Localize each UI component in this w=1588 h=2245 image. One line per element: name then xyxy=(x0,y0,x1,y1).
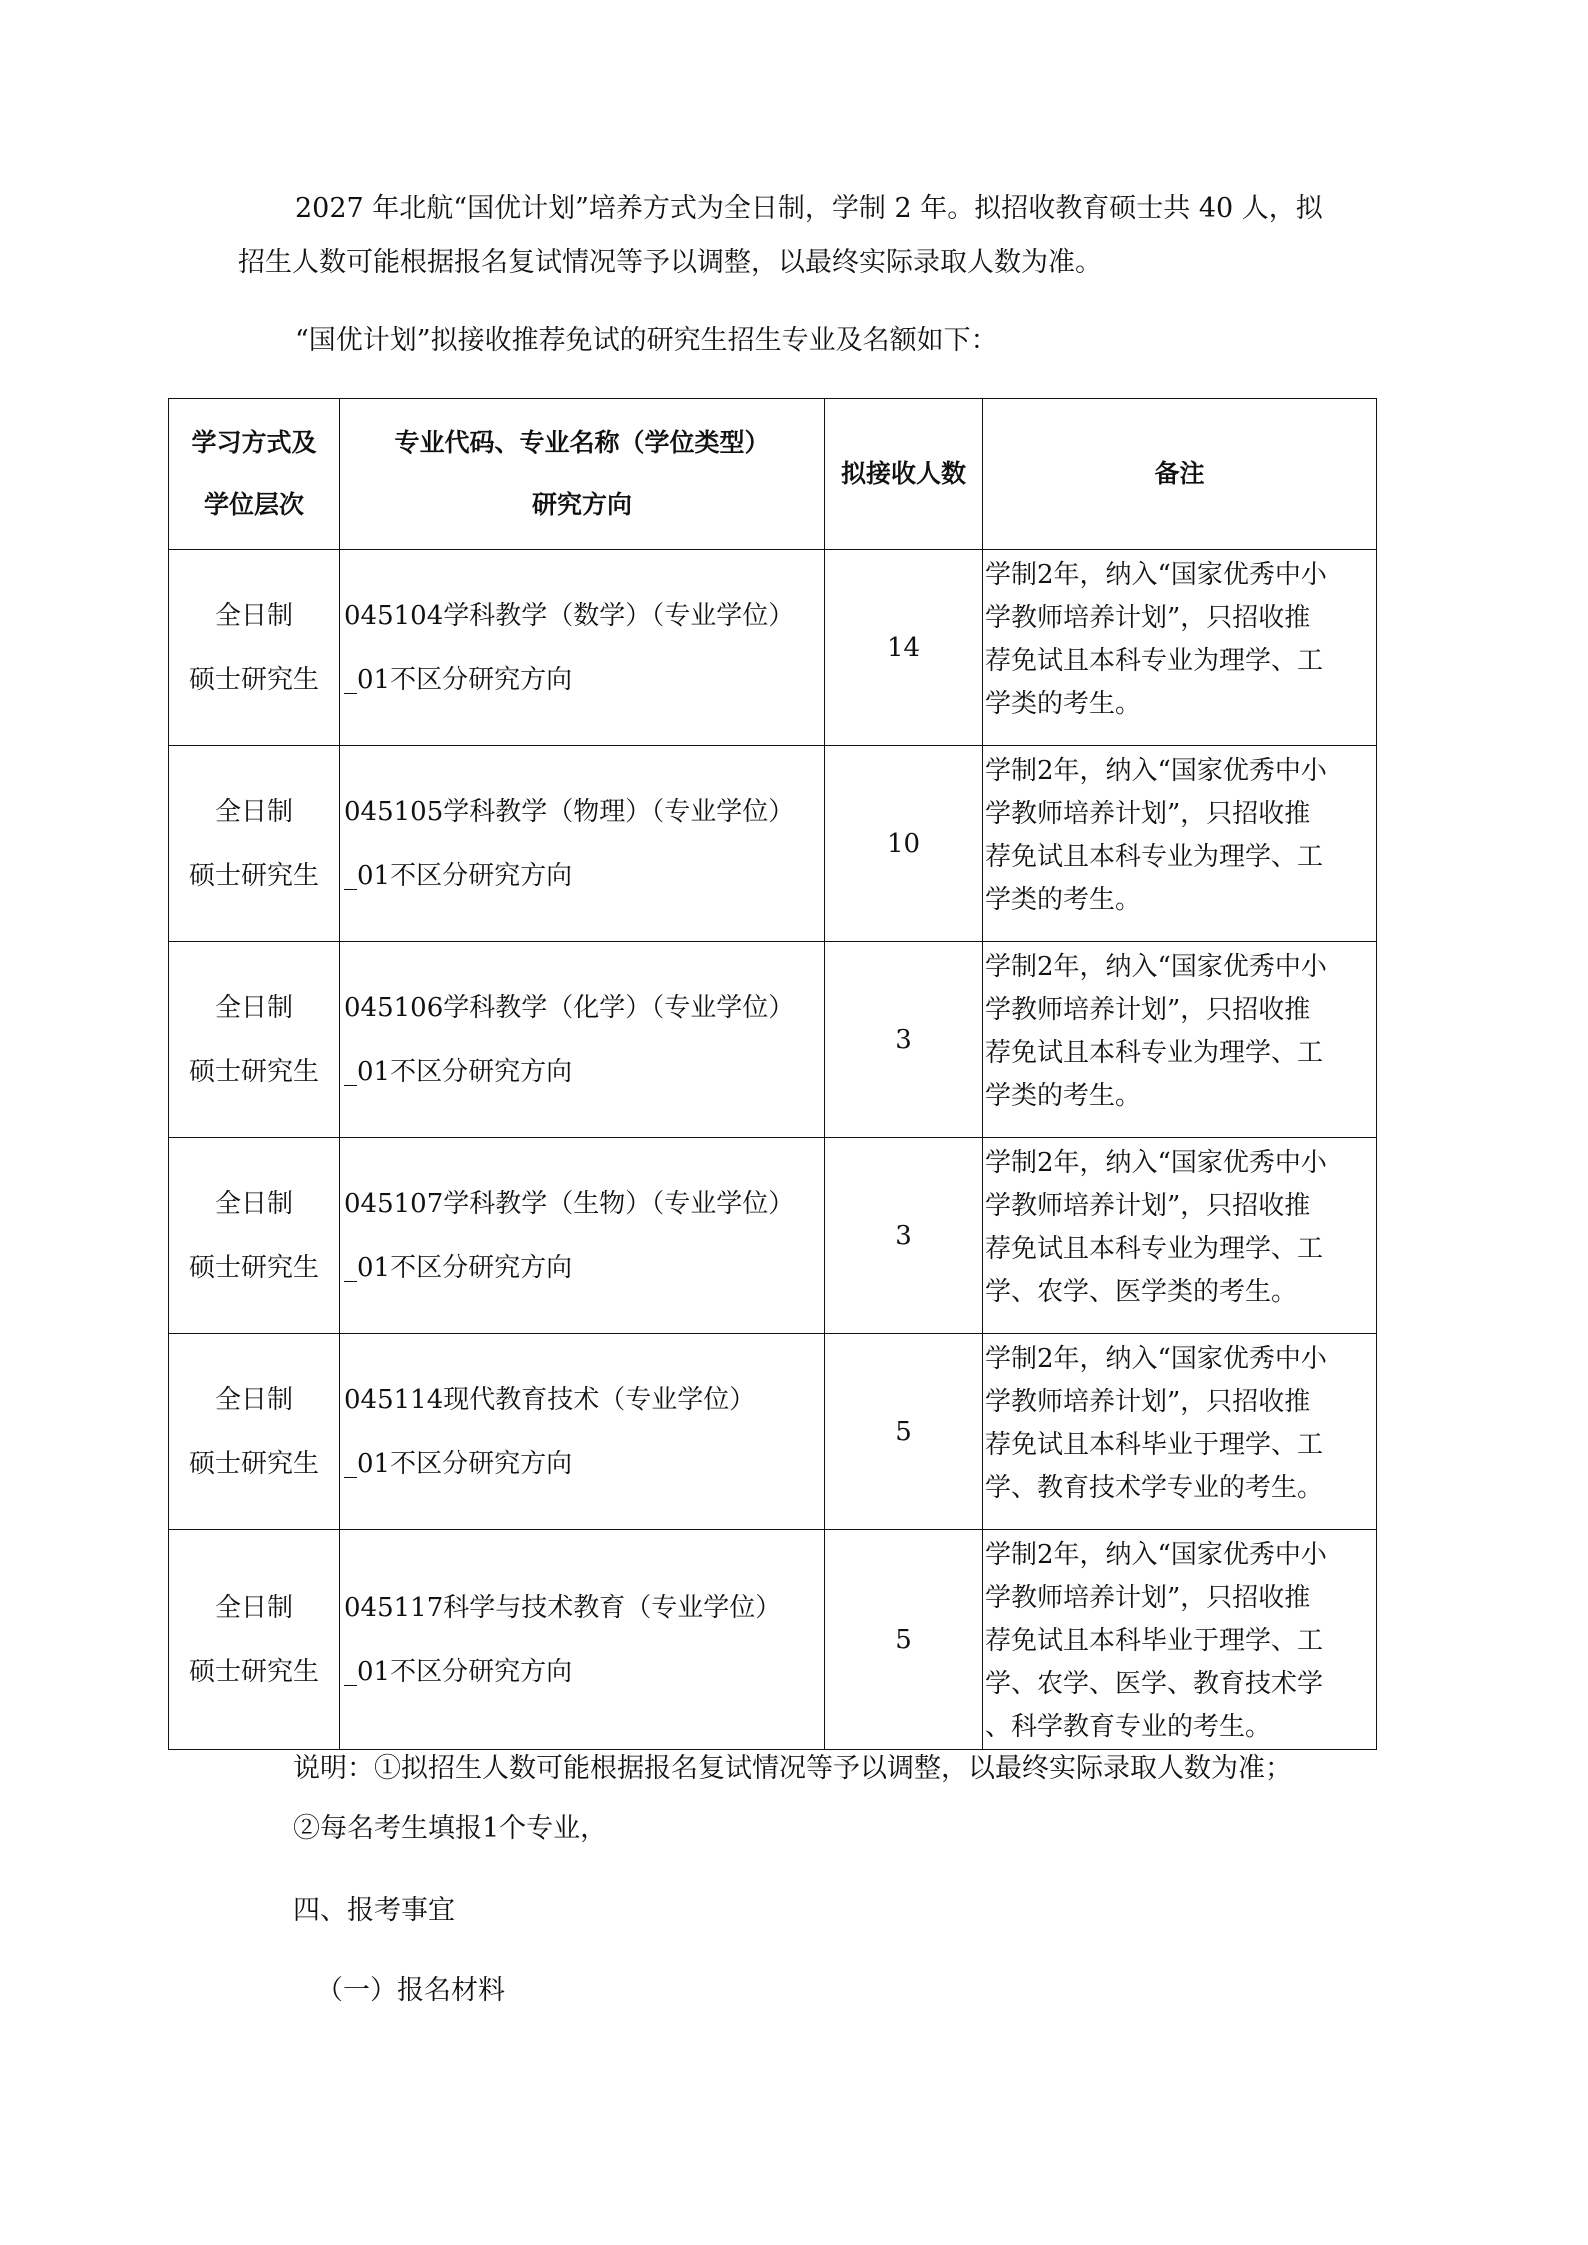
note-line-2: ②每名考生填报1个专业， xyxy=(293,1813,608,1844)
remark-line: 荐免试且本科专业为理学、工 xyxy=(985,842,1324,872)
remark-line: 学、农学、医学、教育技术学 xyxy=(985,1669,1324,1699)
remark-line: 学教师培养计划”，只招收推 xyxy=(985,603,1311,633)
major-code-name: 045117科学与技术教育（专业学位） xyxy=(344,1592,782,1623)
degree-level: 硕士研究生 xyxy=(188,1252,319,1283)
remark-line: 学教师培养计划”，只招收推 xyxy=(985,1583,1311,1613)
cell-quota: 3 xyxy=(825,1138,983,1334)
note-line-1: 说明：①拟招生人数可能根据报名复试情况等予以调整，以最终实际录取人数为准； xyxy=(293,1753,1292,1784)
header-study-mode-line1: 学习方式及 xyxy=(191,428,317,457)
major-code-name: 045104学科教学（数学）（专业学位） xyxy=(344,600,795,631)
research-direction: _01不区分研究方向 xyxy=(344,1252,573,1283)
cell-remarks xyxy=(983,1530,1377,1750)
cell-study-mode xyxy=(169,746,340,942)
table-header-row xyxy=(169,399,1377,550)
remark-line: 荐免试且本科专业为理学、工 xyxy=(985,646,1324,676)
degree-level: 硕士研究生 xyxy=(188,1448,319,1479)
cell-study-mode xyxy=(169,550,340,746)
cell-quota: 5 xyxy=(825,1530,983,1750)
cell-remarks xyxy=(983,550,1377,746)
degree-level: 硕士研究生 xyxy=(188,1656,319,1687)
cell-quota: 5 xyxy=(825,1334,983,1530)
cell-major xyxy=(340,1530,825,1750)
cell-study-mode xyxy=(169,1334,340,1530)
remark-line: 学制2年，纳入“国家优秀中小 xyxy=(985,952,1327,982)
remark-line: 学制2年，纳入“国家优秀中小 xyxy=(985,1344,1327,1374)
remark-line: 荐免试且本科专业为理学、工 xyxy=(985,1038,1324,1068)
intro-paragraph-line-2: 招生人数可能根据报名复试情况等予以调整，以最终实际录取人数为准。 xyxy=(238,247,1102,278)
remark-line: 学教师培养计划”，只招收推 xyxy=(985,799,1311,829)
research-direction: _01不区分研究方向 xyxy=(344,1448,573,1479)
cell-study-mode xyxy=(169,1530,340,1750)
cell-quota: 3 xyxy=(825,942,983,1138)
degree-level: 硕士研究生 xyxy=(188,664,319,695)
section-heading: 四、报考事宜 xyxy=(293,1895,455,1926)
table-row xyxy=(169,746,1377,942)
enrollment-table xyxy=(168,398,1377,1750)
remark-line: 荐免试且本科专业为理学、工 xyxy=(985,1234,1324,1264)
cell-quota: 14 xyxy=(825,550,983,746)
remark-line: 学制2年，纳入“国家优秀中小 xyxy=(985,1540,1327,1570)
table-row xyxy=(169,942,1377,1138)
remark-line: 学制2年，纳入“国家优秀中小 xyxy=(985,756,1327,786)
study-mode-type: 全日制 xyxy=(214,1384,293,1415)
table-intro-text: “国优计划”拟接收推荐免试的研究生招生专业及名额如下： xyxy=(295,325,998,356)
study-mode-type: 全日制 xyxy=(214,796,293,827)
header-major xyxy=(340,399,825,550)
remark-line: 学制2年，纳入“国家优秀中小 xyxy=(985,560,1327,590)
table-row xyxy=(169,1138,1377,1334)
degree-level: 硕士研究生 xyxy=(188,1056,319,1087)
cell-major xyxy=(340,746,825,942)
header-remarks: 备注 xyxy=(983,399,1377,550)
header-study-mode-line2: 学位层次 xyxy=(203,490,304,519)
remark-line: 学类的考生。 xyxy=(985,1081,1142,1111)
research-direction: _01不区分研究方向 xyxy=(344,860,573,891)
table-row xyxy=(169,550,1377,746)
header-major-line2: 研究方向 xyxy=(531,490,632,519)
remark-line: 荐免试且本科毕业于理学、工 xyxy=(985,1430,1324,1460)
intro-paragraph-line-1: 2027 年北航“国优计划”培养方式为全日制，学制 2 年。拟招收教育硕士共 40 人，拟 xyxy=(295,193,1323,224)
remark-line: 学制2年，纳入“国家优秀中小 xyxy=(985,1148,1327,1178)
cell-study-mode xyxy=(169,1138,340,1334)
header-quota: 拟接收人数 xyxy=(825,399,983,550)
header-major-line1: 专业代码、专业名称（学位类型） xyxy=(394,428,770,457)
degree-level: 硕士研究生 xyxy=(188,860,319,891)
major-code-name: 045106学科教学（化学）（专业学位） xyxy=(344,992,795,1023)
cell-major xyxy=(340,550,825,746)
remark-line: 荐免试且本科毕业于理学、工 xyxy=(985,1626,1324,1656)
cell-remarks xyxy=(983,1334,1377,1530)
study-mode-type: 全日制 xyxy=(214,1188,293,1219)
cell-major xyxy=(340,942,825,1138)
research-direction: _01不区分研究方向 xyxy=(344,1656,573,1687)
remark-line: 学、农学、医学类的考生。 xyxy=(985,1277,1298,1307)
subsection-heading: （一）报名材料 xyxy=(316,1975,505,2006)
table-row xyxy=(169,1334,1377,1530)
study-mode-type: 全日制 xyxy=(214,1592,293,1623)
cell-remarks xyxy=(983,1138,1377,1334)
research-direction: _01不区分研究方向 xyxy=(344,664,573,695)
study-mode-type: 全日制 xyxy=(214,600,293,631)
remark-line: 学教师培养计划”，只招收推 xyxy=(985,1387,1311,1417)
remark-line: 学教师培养计划”，只招收推 xyxy=(985,1191,1311,1221)
remark-line: 学教师培养计划”，只招收推 xyxy=(985,995,1311,1025)
major-code-name: 045114现代教育技术（专业学位） xyxy=(344,1384,756,1415)
major-code-name: 045105学科教学（物理）（专业学位） xyxy=(344,796,795,827)
cell-remarks xyxy=(983,942,1377,1138)
research-direction: _01不区分研究方向 xyxy=(344,1056,573,1087)
cell-major xyxy=(340,1138,825,1334)
cell-major xyxy=(340,1334,825,1530)
table-row xyxy=(169,1530,1377,1750)
study-mode-type: 全日制 xyxy=(214,992,293,1023)
cell-quota: 10 xyxy=(825,746,983,942)
header-study-mode xyxy=(169,399,340,550)
remark-line: 、科学教育专业的考生。 xyxy=(985,1712,1272,1742)
cell-remarks xyxy=(983,746,1377,942)
major-code-name: 045107学科教学（生物）（专业学位） xyxy=(344,1188,795,1219)
remark-line: 学、教育技术学专业的考生。 xyxy=(985,1473,1324,1503)
remark-line: 学类的考生。 xyxy=(985,689,1142,719)
remark-line: 学类的考生。 xyxy=(985,885,1142,915)
cell-study-mode xyxy=(169,942,340,1138)
